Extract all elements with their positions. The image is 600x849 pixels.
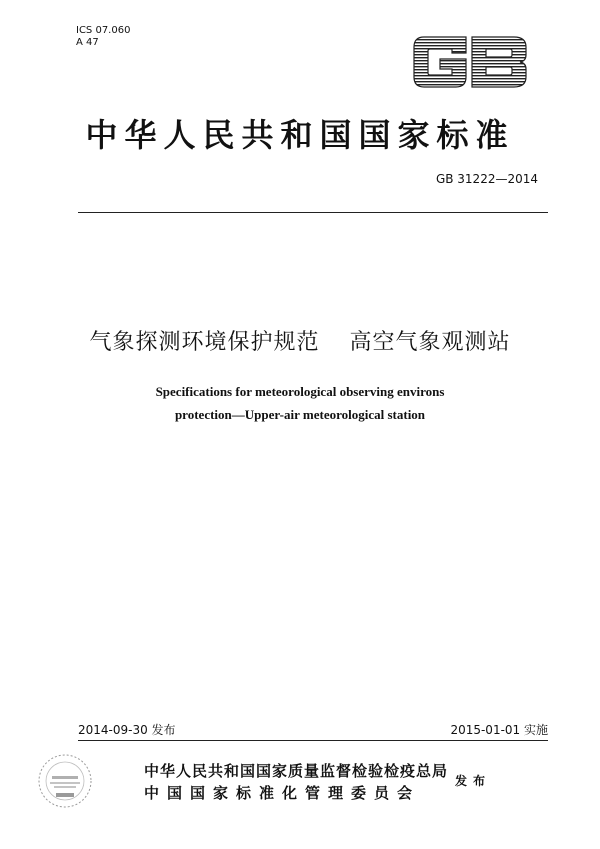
issuer-aqsiq: 中华人民共和国国家质量监督检验检疫总局: [144, 762, 449, 780]
issuing-authorities: [144, 760, 448, 804]
standard-title: 中华人民共和国国家标准: [85, 116, 515, 154]
ccs-code: A 47: [76, 37, 99, 48]
implementation-date: 2015-01-01 实施: [450, 723, 548, 737]
ics-code: ICS 07.060: [76, 25, 131, 36]
publish-label: 发布: [455, 774, 492, 788]
top-divider: [78, 212, 548, 213]
chinese-title: [0, 325, 600, 356]
english-title-line1: Specifications for meteorological observing environs: [155, 384, 445, 399]
english-title-line2: protection—Upper-air meteorological station: [174, 407, 426, 422]
chinese-title-sub: 高空气象观测站: [349, 330, 511, 355]
issuer-sac: 中国国家标准化管理委员会: [144, 784, 421, 802]
classification-codes: [76, 25, 130, 49]
bottom-divider: [78, 740, 548, 741]
gb-logo: [410, 33, 530, 91]
english-title: [0, 380, 600, 426]
chinese-title-main: 气象探测环境保护规范: [89, 330, 320, 355]
standard-number: GB 31222—2014: [435, 172, 538, 186]
anti-counterfeit-stamp: [36, 752, 94, 810]
issue-date: 2014-09-30 发布: [78, 723, 176, 737]
